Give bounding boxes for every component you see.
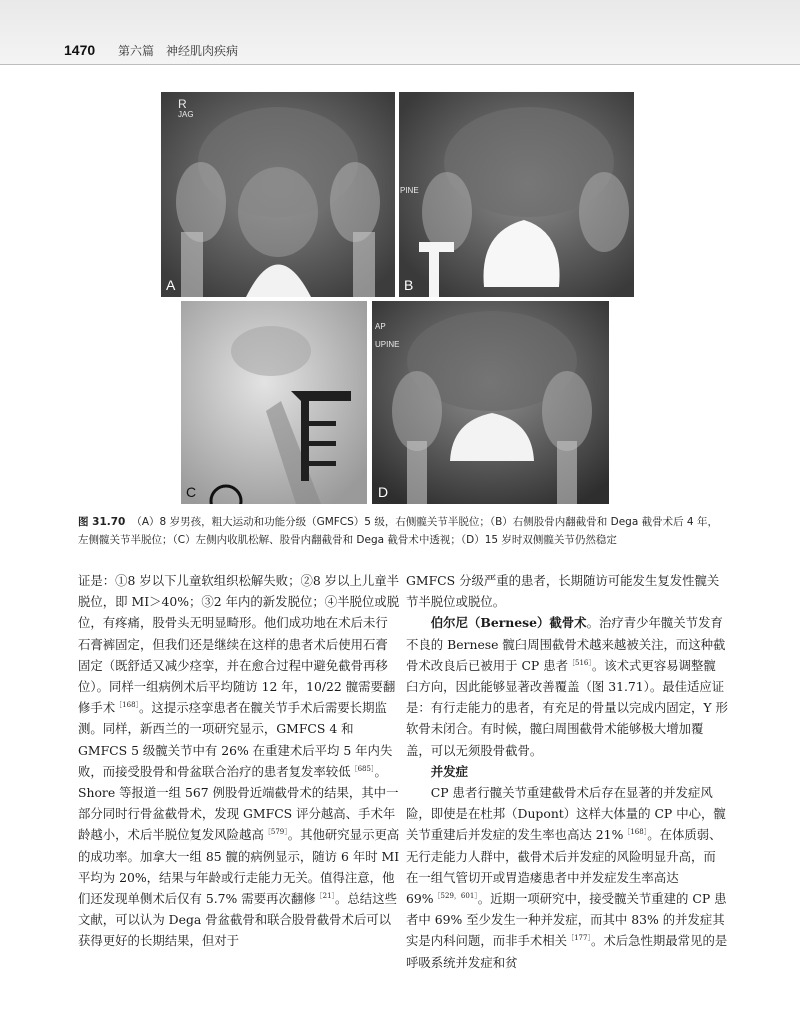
text-run: 证是：①8 岁以下儿童软组织松解失败；②8 岁以上儿童半脱位，即 MI＞40%；③2 年内的新发脱位；④半脱位或脱位，有疼痛，股骨头无明显畸形。他们成功地在术后未行石膏裤固定，但我们还是继续在这样的患者术后使用石膏固定（既舒适又减少痉挛，并在愈合过程中避免截骨再移位）。同样一组病例术后平均随访 12 年，10/22 髋需要翻修手术 <box>78 573 400 716</box>
running-head: 第六篇 神经肌肉疾病 <box>118 44 239 58</box>
body-paragraph <box>78 570 400 952</box>
xray-d-corner-text-1: AP <box>375 322 386 331</box>
xray-panel-d <box>372 301 609 504</box>
citation: ［168］ <box>623 828 648 837</box>
page-number: 1470 <box>64 42 96 58</box>
citation: ［168］ <box>115 701 140 710</box>
citation: ［579］ <box>263 828 288 837</box>
text-run: 。该术式更容易调整髋臼方向，因此能够显著改善覆盖（图 31.71）。最佳适应证是：有行走能力的患者，有充足的骨量以完成内固定，Y 形软骨未闭合。有时候，髋臼周围截骨术能够极大增加覆盖，可以无须股骨截骨。 <box>406 657 728 758</box>
citation: ［685］ <box>350 764 375 773</box>
text-run: CP 患者行髋关节重建截骨术后存在显著的并发症风险，即使是在杜邦（Dupont）这样大体量的 CP 中心，髋关节重建后并发症的发生率也高达 21% <box>406 785 726 843</box>
text-run: 。Shore 等报道一组 567 例股骨近端截骨术的结果，其中一部分同时行骨盆截骨术，发现 GMFCS 评分越高、手术年龄越小，术后半脱位复发风险越高 <box>78 763 399 843</box>
figure-label: 图 31.70 <box>78 516 126 528</box>
citation: ［21］ <box>315 892 336 901</box>
xray-d-corner-text-2: UPINE <box>375 340 400 349</box>
xray-panel-c <box>181 301 367 504</box>
xray-panel-a <box>161 92 395 297</box>
panel-label-d: D <box>378 484 389 500</box>
citation: ［516］ <box>568 658 592 667</box>
text-run: 。术后急性期最常见的是呼吸系统并发症和贫 <box>406 933 728 970</box>
text-column-right <box>406 570 728 973</box>
xray-image-c <box>181 301 367 504</box>
xray-image-a <box>161 92 395 297</box>
text-run: 。总结这些文献，可以认为 Dega 骨盆截骨和联合股骨截骨术后可以获得更好的长期结果，但对于 <box>78 891 397 949</box>
xray-image-b <box>399 92 634 297</box>
xray-panel-b <box>399 92 634 297</box>
xray-b-side-text: PINE <box>400 186 419 195</box>
xray-a-corner-text: JAG <box>178 110 194 119</box>
figure-caption <box>78 513 728 549</box>
figure-caption-text: （A）8 岁男孩，粗大运动和功能分级（GMFCS）5 级，右侧髋关节半脱位；（B）右侧股骨内翻截骨和 Dega 截骨术后 4 年，左侧髋关节半脱位；（C）左侧内收肌松解、股骨内翻截骨和 Dega 截骨术中透视；（D）15 岁时双侧髋关节仍然稳定 <box>78 516 718 546</box>
text-run: 。其他研究显示更高的成功率。加拿大一组 85 髋的病例显示，随访 6 年时 MI 平均为 20%，结果与年龄或行走能力无关。值得注意，他们还发现单侧术后仅有 5.7% 需要再次翻修 <box>78 827 400 907</box>
inline-heading: 伯尔尼（Bernese）截骨术 <box>430 615 587 631</box>
panel-label-b: B <box>404 277 414 293</box>
section-heading: 并发症 <box>430 763 468 779</box>
xray-a-marker: R <box>178 97 187 111</box>
body-paragraph-complications <box>406 782 728 973</box>
text-run: 。这提示痉挛患者在髋关节手术后需要长期监测。同样，新西兰的一项研究显示，GMFCS 4 和 GMFCS 5 级髋关节中有 26% 在重建术后平均 5 年内失败，而接受股骨和骨盆联合治疗的患者复发率较低 <box>78 700 393 779</box>
xray-image-d <box>372 301 609 504</box>
body-paragraph: GMFCS 分级严重的患者，长期随访可能发生复发性髋关节半脱位或脱位。 <box>406 573 720 610</box>
body-paragraph-bernese <box>406 612 728 760</box>
text-column-left <box>78 570 400 952</box>
panel-label-c: C <box>186 484 197 500</box>
text-run: 。在体质弱、无行走能力人群中，截骨术后并发症的风险明显升高，而在一组气管切开或胃造瘘患者中并发症发生率高达 69% <box>406 827 722 907</box>
text-run: 。近期一项研究中，接受髋关节重建的 CP 患者中 69% 至少发生一种并发症，而其中 83% 的并发症其实是内科问题，而非手术相关 <box>406 891 727 949</box>
citation: ［529，601］ <box>433 892 478 901</box>
panel-label-a: A <box>166 277 176 293</box>
citation: ［177］ <box>567 934 591 943</box>
text-run: 。治疗青少年髋关节发育不良的 Bernese 髋臼周围截骨术越来越被关注，而这种截骨术改良后已被用于 CP 患者 <box>406 615 726 673</box>
